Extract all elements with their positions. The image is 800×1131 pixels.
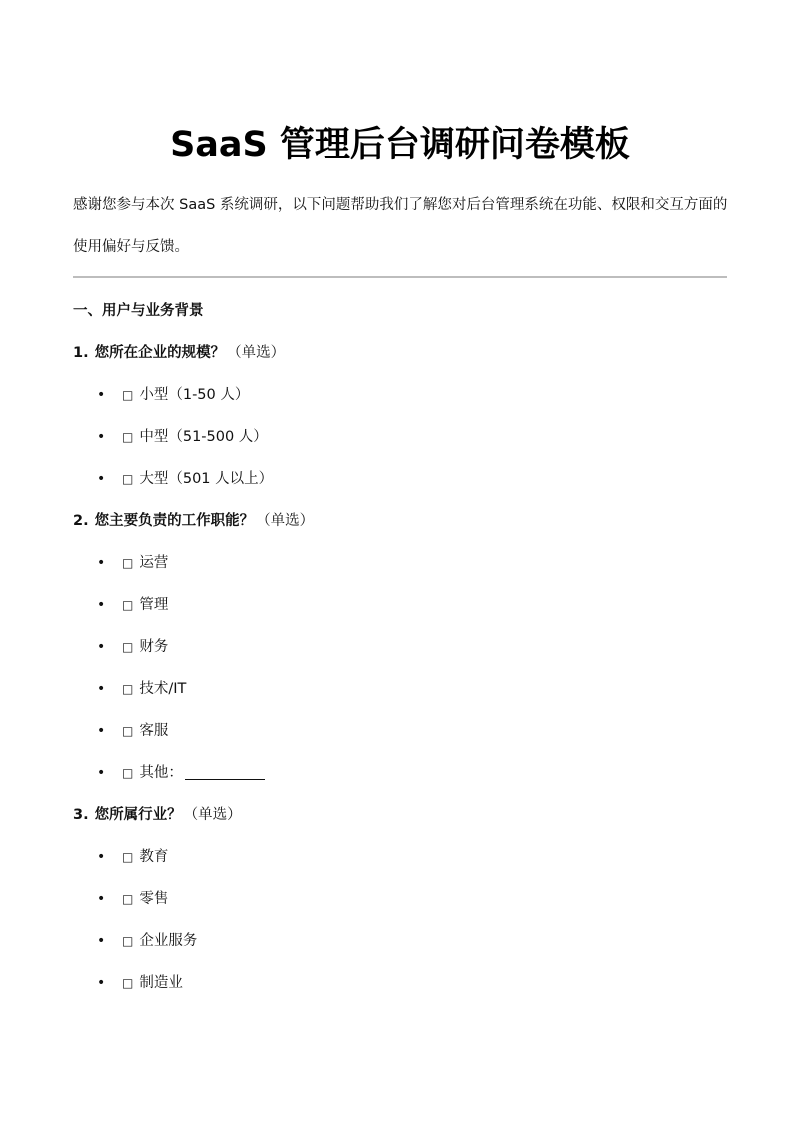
checkbox-icon[interactable]: □ [122,388,134,402]
question-2 [73,500,727,542]
bullet-icon: • [97,387,106,403]
option-item [73,374,727,416]
option-label: 企业服务 [139,933,198,949]
option-label: 零售 [139,891,169,907]
question-3-options [73,836,727,1004]
question-3 [73,794,727,836]
option-label: 技术/IT [139,681,187,697]
bullet-icon: • [97,681,106,697]
option-label: 小型（1-50 人） [139,387,250,403]
question-text: 您主要负责的工作职能？ [94,513,255,529]
intro-paragraph: 感谢您参与本次 SaaS 系统调研，以下问题帮助我们了解您对后台管理系统在功能、权限和交互方面的使用偏好与反馈。 [73,197,728,255]
option-label: 教育 [139,849,169,865]
option-item [73,458,727,500]
question-text: 您所在企业的规模？ [94,345,226,361]
option-label: 其他： [139,765,183,781]
survey-content [73,290,727,1004]
bullet-icon: • [97,765,106,781]
checkbox-icon[interactable]: □ [122,934,134,948]
question-2-options [73,542,727,794]
option-item [73,542,727,584]
bullet-icon: • [97,849,106,865]
checkbox-icon[interactable]: □ [122,682,134,696]
option-label: 运营 [139,555,169,571]
question-type: （单选） [256,513,315,529]
checkbox-icon[interactable]: □ [122,472,134,486]
option-item [73,416,727,458]
option-item [73,752,727,794]
option-label: 财务 [139,639,169,655]
question-type: （单选） [183,807,242,823]
bullet-icon: • [97,891,106,907]
bullet-icon: • [97,429,106,445]
question-number: 1. [73,345,89,361]
option-item [73,836,727,878]
checkbox-icon[interactable]: □ [122,640,134,654]
option-item [73,920,727,962]
checkbox-icon[interactable]: □ [122,892,134,906]
bullet-icon: • [97,933,106,949]
option-item [73,710,727,752]
section-title: 一、用户与业务背景 [73,303,204,319]
question-1 [73,332,727,374]
checkbox-icon[interactable]: □ [122,850,134,864]
bullet-icon: • [97,471,106,487]
option-item [73,878,727,920]
option-label: 中型（51-500 人） [139,429,268,445]
bullet-icon: • [97,723,106,739]
bullet-icon: • [97,975,106,991]
fill-in-blank[interactable] [185,765,265,780]
checkbox-icon[interactable]: □ [122,766,134,780]
bullet-icon: • [97,555,106,571]
question-1-options [73,374,727,500]
checkbox-icon[interactable]: □ [122,556,134,570]
horizontal-divider [73,276,727,278]
checkbox-icon[interactable]: □ [122,598,134,612]
option-label: 制造业 [139,975,183,991]
question-number: 3. [73,807,89,823]
question-text: 您所属行业？ [94,807,182,823]
bullet-icon: • [97,639,106,655]
option-label: 大型（501 人以上） [139,471,274,487]
option-item [73,668,727,710]
checkbox-icon[interactable]: □ [122,430,134,444]
option-item [73,962,727,1004]
option-label: 客服 [139,723,169,739]
checkbox-icon[interactable]: □ [122,976,134,990]
document-title: SaaS 管理后台调研问卷模板 [170,125,630,165]
question-type: （单选） [227,345,286,361]
bullet-icon: • [97,597,106,613]
option-item [73,626,727,668]
option-item [73,584,727,626]
checkbox-icon[interactable]: □ [122,724,134,738]
question-number: 2. [73,513,89,529]
option-label: 管理 [139,597,169,613]
